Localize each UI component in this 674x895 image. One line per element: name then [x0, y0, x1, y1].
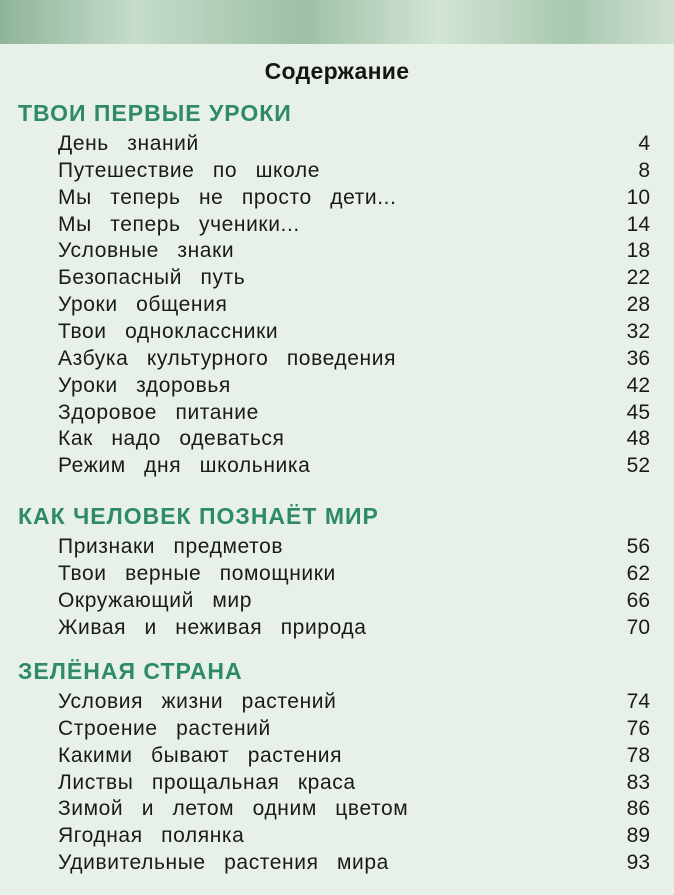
- toc-entry: [58, 263, 650, 290]
- toc-entry: [58, 687, 650, 714]
- toc-entry-title: Листвы прощальная краса: [58, 770, 356, 794]
- toc-entry: [58, 371, 650, 398]
- toc-entry: [58, 424, 650, 451]
- toc-entry-title: Здоровое питание: [58, 400, 259, 424]
- toc-entry-title: Режим дня школьника: [58, 454, 311, 478]
- toc-entry-title: Условия жизни растений: [58, 690, 337, 713]
- toc-entry-title: Твои верные помощники: [58, 561, 336, 585]
- toc-entry-title: Безопасный путь: [58, 266, 246, 290]
- toc-entry-title: Условные знаки: [58, 239, 235, 263]
- toc-entry: [58, 586, 650, 613]
- dot-leader: [400, 344, 625, 371]
- dot-leader: [360, 768, 625, 795]
- toc-entry: [58, 210, 650, 237]
- toc-entry: [58, 794, 650, 821]
- dot-leader: [256, 586, 625, 613]
- toc-entry: [58, 183, 650, 210]
- dot-leader: [289, 424, 625, 451]
- toc-entry: [58, 317, 650, 344]
- dot-leader: [340, 559, 625, 586]
- toc-page-number: 18: [626, 239, 650, 263]
- toc-entry-title: Как надо одеваться: [58, 427, 285, 451]
- toc-page-number: 74: [626, 690, 650, 713]
- toc-page-number: 45: [626, 400, 650, 424]
- dot-leader: [263, 398, 625, 425]
- toc-entry: [58, 714, 650, 741]
- toc-entry: [58, 848, 650, 875]
- toc-page-number: 86: [626, 797, 650, 821]
- toc-page-number: 89: [626, 824, 650, 848]
- toc-entry: [58, 768, 650, 795]
- dot-leader: [203, 129, 636, 156]
- toc-page-number: 62: [626, 561, 650, 585]
- toc-page-number: 56: [626, 535, 650, 558]
- section-heading: ТВОИ ПЕРВЫЕ УРОКИ: [18, 100, 292, 126]
- toc-page-number: 22: [626, 266, 650, 290]
- toc-page-number: 83: [626, 770, 650, 794]
- toc-entry-title: День знаний: [58, 132, 199, 155]
- toc-entry-title: Живая и неживая природа: [58, 615, 367, 639]
- toc-page-number: 36: [626, 346, 650, 370]
- toc-entry: [58, 613, 650, 640]
- dot-leader: [346, 741, 625, 768]
- toc-entry-title: Путешествие по школе: [58, 158, 321, 182]
- toc-entry-title: Удивительные растения мира: [58, 851, 389, 875]
- toc-entry: [58, 129, 650, 156]
- page-title: Содержание: [264, 58, 410, 84]
- toc-entry-title: Мы теперь ученики...: [58, 212, 300, 236]
- toc-page-number: 48: [626, 427, 650, 451]
- dot-leader: [393, 848, 625, 875]
- dot-leader: [248, 821, 624, 848]
- toc-entry-title: Мы теперь не просто дети...: [58, 185, 397, 209]
- toc-entry-title: Зимой и летом одним цветом: [58, 797, 409, 821]
- toc-entry-title: Уроки общения: [58, 293, 228, 317]
- dot-leader: [275, 714, 625, 741]
- toc-page-number: 28: [626, 293, 650, 317]
- toc-page-number: 8: [638, 158, 650, 182]
- dot-leader: [235, 371, 625, 398]
- toc-page-number: 66: [626, 588, 650, 612]
- dot-leader: [314, 451, 624, 478]
- dot-leader: [282, 317, 624, 344]
- toc-entry: [58, 290, 650, 317]
- dot-leader: [340, 687, 624, 714]
- dot-leader: [412, 794, 624, 821]
- toc-entry-title: Окружающий мир: [58, 588, 252, 612]
- toc-page-number: 93: [626, 851, 650, 875]
- toc-entry-title: Строение растений: [58, 716, 271, 740]
- toc-entry-title: Ягодная полянка: [58, 824, 245, 848]
- toc-entry: [58, 532, 650, 559]
- dot-leader: [238, 236, 624, 263]
- toc-entry: [58, 344, 650, 371]
- toc-page-number: 14: [626, 212, 650, 236]
- dot-leader: [324, 156, 636, 183]
- toc-entry-title: Твои одноклассники: [58, 319, 279, 343]
- dot-leader: [401, 183, 625, 210]
- toc-entry: [58, 236, 650, 263]
- dot-leader: [304, 210, 625, 237]
- toc-page-number: 10: [626, 185, 650, 209]
- toc-page-number: 4: [638, 132, 650, 155]
- toc-page-number: 78: [626, 743, 650, 767]
- section-heading: ЗЕЛЁНАЯ СТРАНА: [18, 658, 243, 684]
- toc-page-number: 32: [626, 319, 650, 343]
- toc-page-number: 76: [626, 716, 650, 740]
- toc-entry-title: Признаки предметов: [58, 535, 284, 558]
- toc-entry: [58, 398, 650, 425]
- decorative-top-band: [0, 0, 674, 44]
- dot-leader: [371, 613, 625, 640]
- toc-page-number: 42: [626, 373, 650, 397]
- toc-entry-title: Какими бывают растения: [58, 743, 343, 767]
- toc-entry: [58, 821, 650, 848]
- dot-leader: [231, 290, 624, 317]
- toc-entry: [58, 156, 650, 183]
- toc-entry-title: Уроки здоровья: [58, 373, 231, 397]
- section-heading: КАК ЧЕЛОВЕК ПОЗНАЁТ МИР: [18, 503, 379, 529]
- toc-entry: [58, 559, 650, 586]
- dot-leader: [287, 532, 625, 559]
- dot-leader: [249, 263, 624, 290]
- toc-page-number: 52: [626, 454, 650, 478]
- toc-entry: [58, 741, 650, 768]
- toc-page-number: 70: [626, 615, 650, 639]
- toc-entry: [58, 451, 650, 478]
- toc-entry-title: Азбука культурного поведения: [58, 346, 397, 370]
